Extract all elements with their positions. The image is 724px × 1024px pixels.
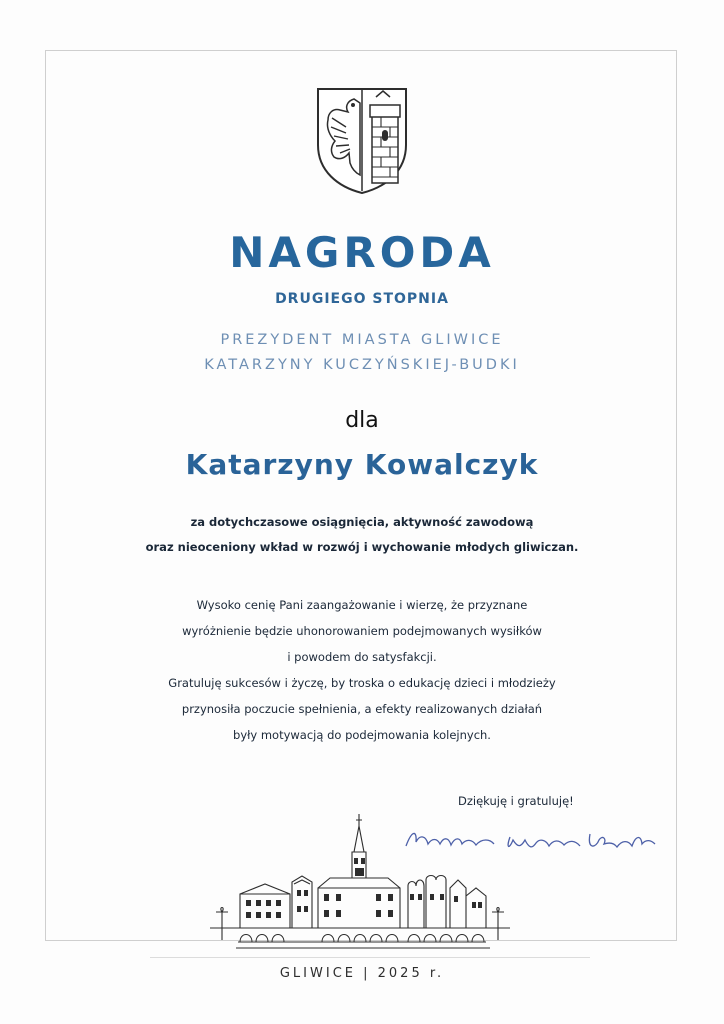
- message-line-5: przynosiła poczucie spełnienia, a efekty realizowanych działań: [181, 702, 543, 716]
- message-line-6: były motywacją do podejmowania kolejnych.: [233, 728, 491, 742]
- for-word: dla: [345, 408, 379, 433]
- footer-divider: [150, 957, 590, 958]
- reason-line-2: oraz nieoceniony wkład w rozwój i wychowanie młodych gliwiczan.: [145, 540, 579, 554]
- awarding-office: PREZYDENT MIASTA GLIWICE: [220, 332, 504, 348]
- message-line-1: Wysoko cenię Pani zaangażowanie i wierzę, że przyznane: [196, 598, 528, 612]
- award-degree: DRUGIEGO STOPNIA: [275, 291, 449, 307]
- message-line-2: wyróżnienie będzie uhonorowaniem podejmowanych wysiłków: [182, 624, 542, 638]
- city-skyline-illustration: [210, 810, 510, 958]
- award-title: NAGRODA: [229, 228, 495, 277]
- reason-line-1: za dotychczasowe osiągnięcia, aktywność zawodową: [190, 515, 534, 529]
- message-line-4: Gratuluję sukcesów i życzę, by troska o edukację dzieci i młodzieży: [168, 676, 556, 690]
- mayor-name: KATARZYNY KUCZYŃSKIEJ-BUDKI: [204, 357, 520, 373]
- message-line-3: i powodem do satysfakcji.: [287, 650, 437, 664]
- recipient-name: Katarzyny Kowalczyk: [185, 448, 539, 481]
- gliwice-coat-of-arms-icon: [316, 87, 408, 195]
- closing-text: Dziękuję i gratuluję!: [458, 794, 574, 808]
- footer-place-date: GLIWICE | 2025 r.: [279, 966, 445, 981]
